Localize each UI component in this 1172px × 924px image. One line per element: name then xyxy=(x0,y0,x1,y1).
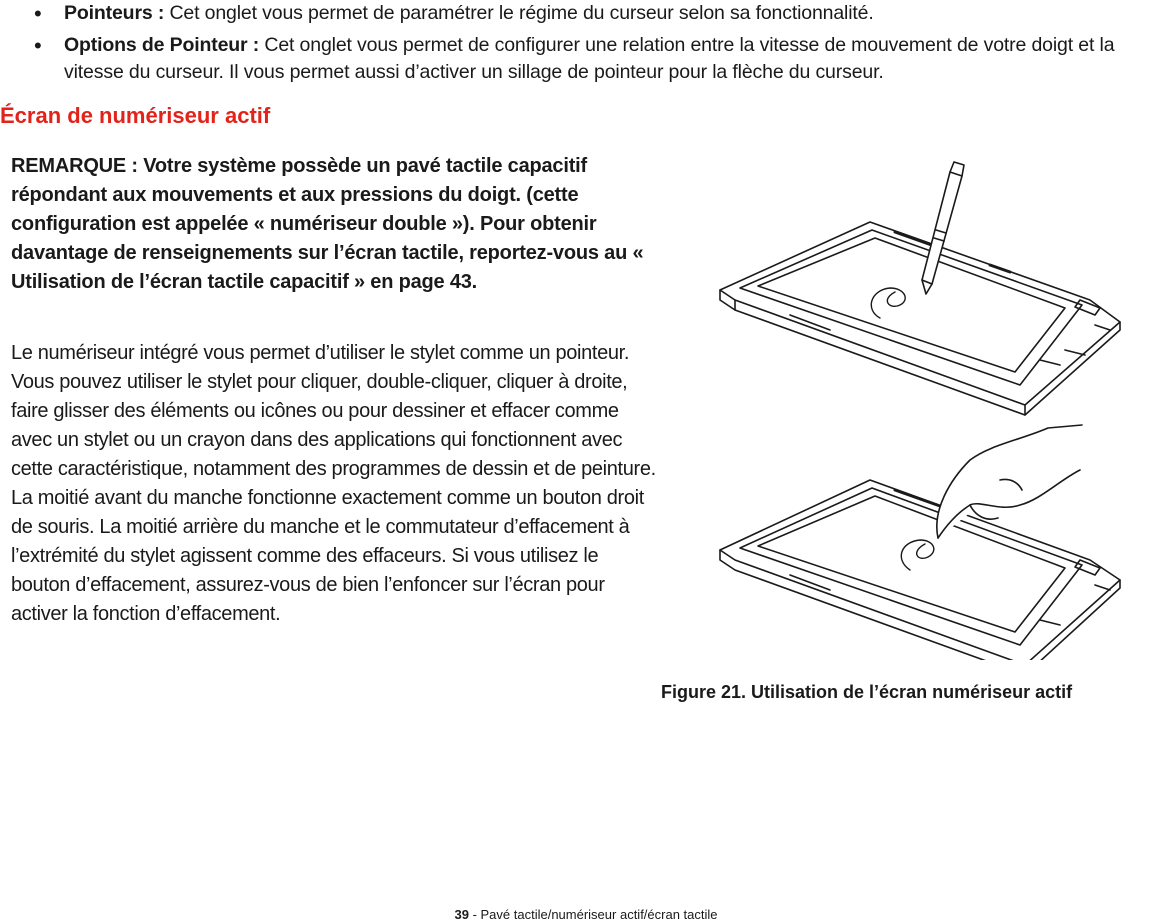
tablet-with-stylus-drawing xyxy=(720,162,1120,415)
bullet-dot-icon: • xyxy=(34,33,42,58)
bullet-dot-icon: • xyxy=(34,1,42,26)
section-title: Écran de numériseur actif xyxy=(0,103,271,128)
page-number: 39 xyxy=(454,907,469,922)
bullet-options-pointeur xyxy=(34,32,1170,86)
note-paragraph: REMARQUE : Votre système possède un pavé tactile capacitif répondant aux mouvements et aux pressions du doigt. (cette configuration est appelée « numériseur double »). Pour obtenir davantage de renseignements sur l’écran tactile, reportez-vous au « Utilisation de l’écran tactile capacitif » en page 43. xyxy=(11,155,644,293)
bullet-list xyxy=(34,0,1170,91)
body-paragraph: Le numériseur intégré vous permet d’utiliser le stylet comme un pointeur. Vous pouvez utiliser le stylet pour cliquer, double-cliquer, cliquer à droite, faire glisser des éléments ou icônes ou pour dessiner et effacer comme avec un stylet ou un crayon dans des applications qui fonctionnent avec cette caractéristique, notamment des programmes de dessin et de peinture. La moitié avant du manche fonctionne exactement comme un bouton droit de souris. La moitié arrière du manche et le commutateur d’effacement à l’extrémité du stylet agissent comme des effaceurs. Si vous utilisez le bouton d’effacement, assurez-vous de bien l’enfoncer sur l’écran pour activer la fonction d’effacement. xyxy=(11,342,656,625)
bullet-text: Cet onglet vous permet de paramétrer le régime du curseur selon sa fonctionnalité. xyxy=(169,2,874,24)
bullet-term: Pointeurs : xyxy=(64,2,165,24)
bullet-term: Options de Pointeur : xyxy=(64,34,260,56)
bullet-text: Cet onglet vous permet de configurer une relation entre la vitesse de mouvement de votre doigt et la vitesse du curseur. Il vous permet aussi d’activer un sillage de pointeur pour la flèche du curseur. xyxy=(64,34,1115,83)
footer-text: - Pavé tactile/numériseur actif/écran tactile xyxy=(468,907,718,922)
figure-illustration xyxy=(700,160,1140,660)
tablet-with-finger-drawing xyxy=(720,425,1120,660)
page-footer xyxy=(0,906,1172,924)
bullet-pointeurs xyxy=(34,0,1170,27)
figure-caption: Figure 21. Utilisation de l’écran numériseur actif xyxy=(661,682,1073,702)
